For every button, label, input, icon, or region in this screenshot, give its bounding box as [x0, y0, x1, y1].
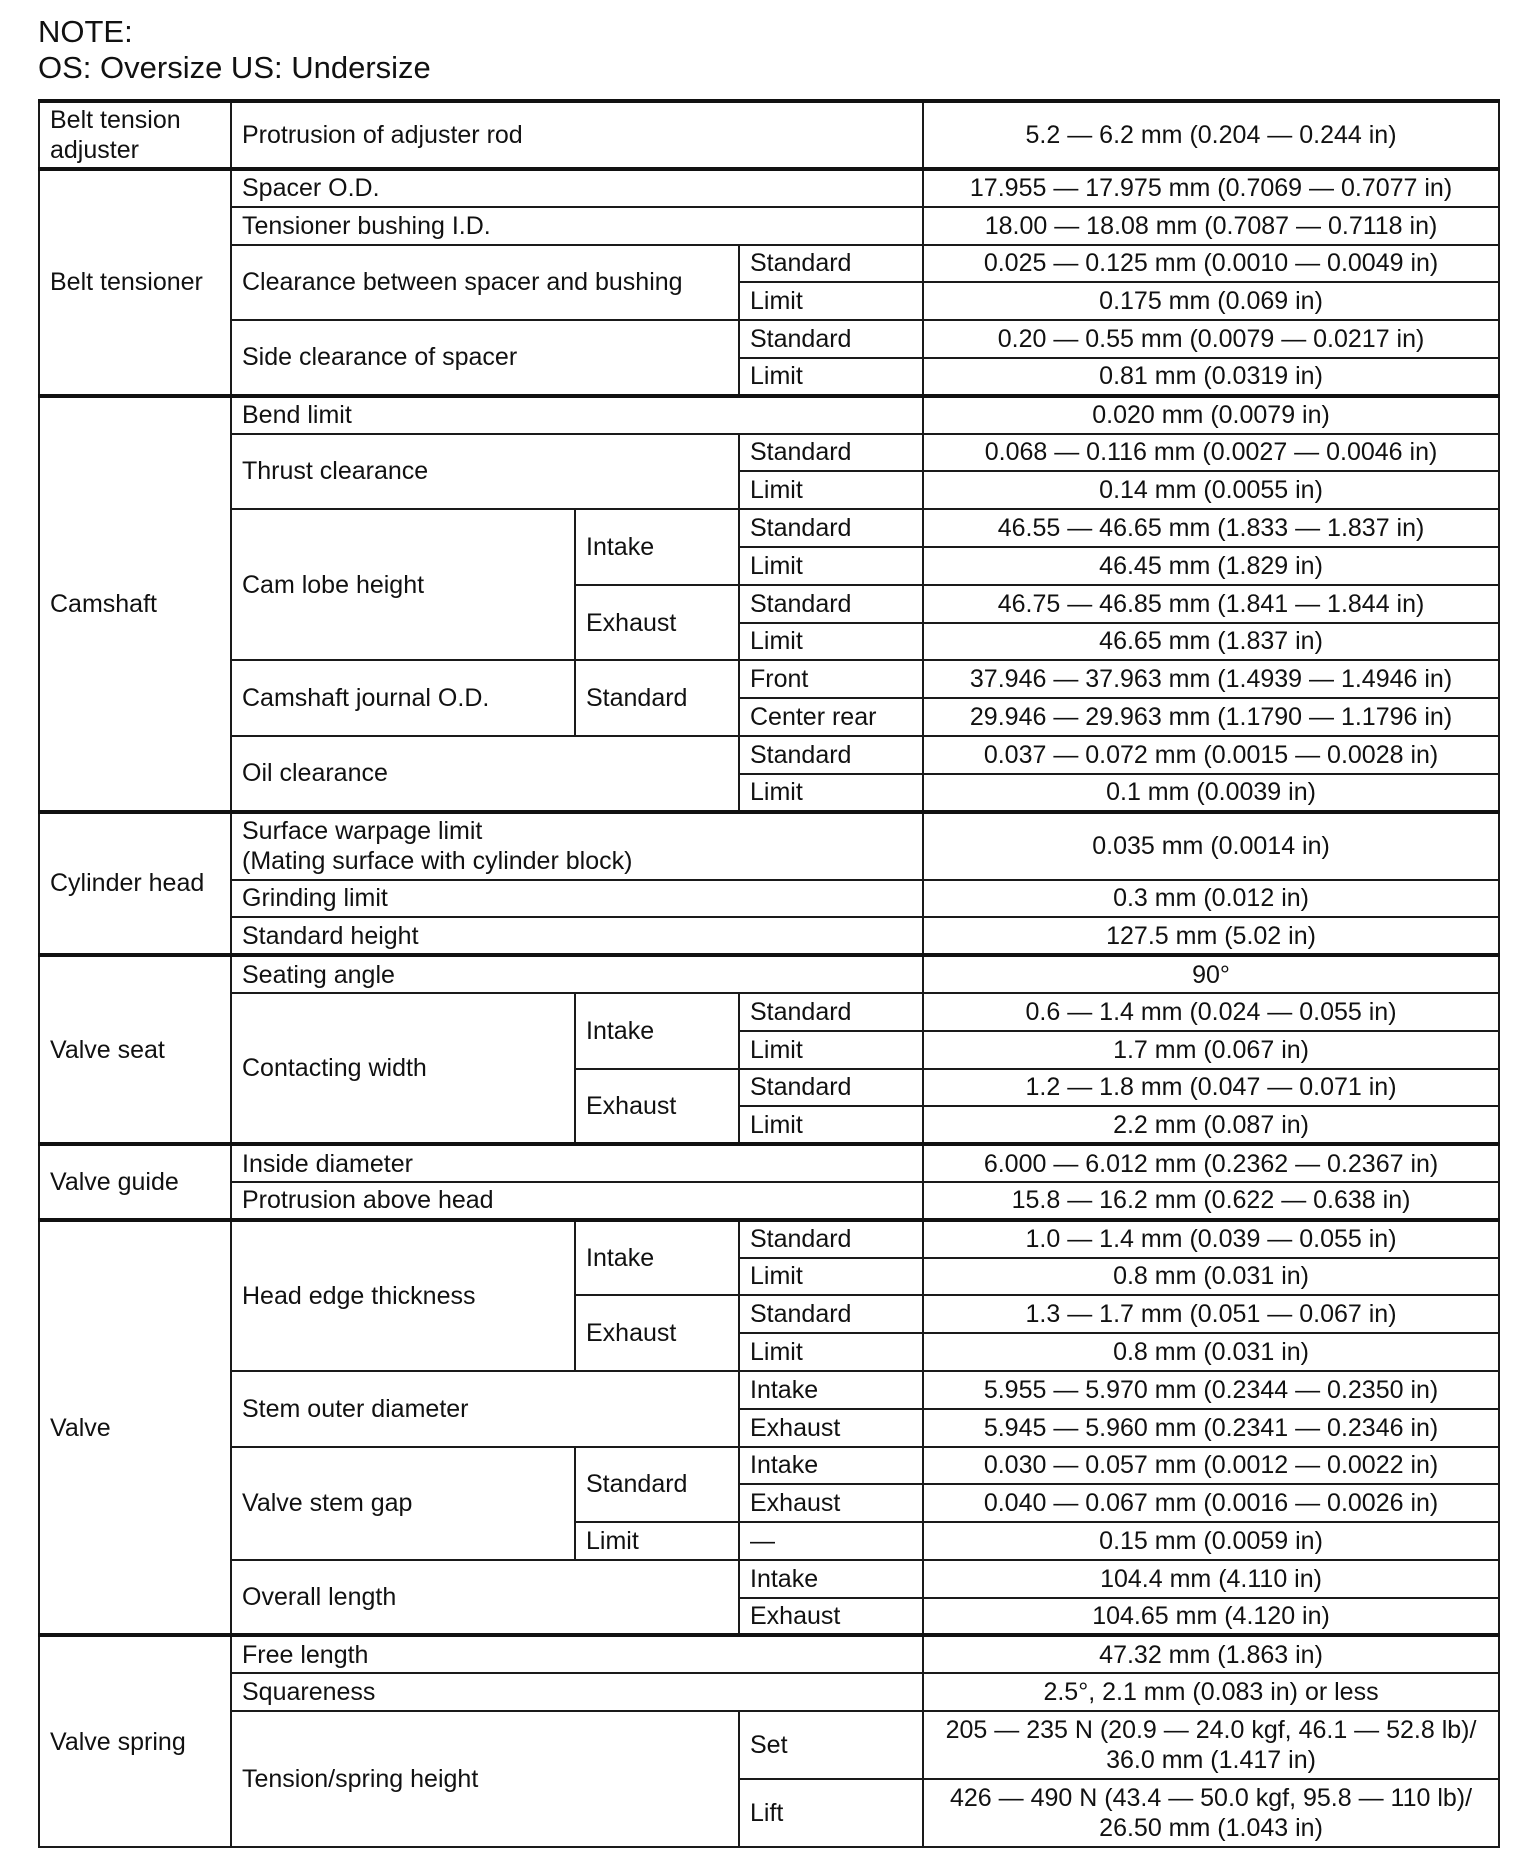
condition-cell: Center rear — [739, 698, 923, 736]
value-cell: 0.8 mm (0.031 in) — [923, 1333, 1499, 1371]
table-row — [39, 812, 1499, 880]
item-cell: Cam lobe height — [231, 509, 575, 660]
value-cell: 5.955 — 5.970 mm (0.2344 — 0.2350 in) — [923, 1371, 1499, 1409]
condition-cell: Lift — [739, 1779, 923, 1847]
table-row — [39, 880, 1499, 918]
value-cell: 5.945 — 5.960 mm (0.2341 — 0.2346 in) — [923, 1409, 1499, 1447]
table-row — [39, 245, 1499, 283]
item-cell: Oil clearance — [231, 736, 739, 812]
condition-cell: Limit — [739, 1258, 923, 1296]
value-text: 26.50 mm (1.043 in) — [1099, 1814, 1323, 1843]
category-cell: Valve guide — [39, 1144, 231, 1220]
sub-item-cell: Standard — [575, 660, 739, 736]
sub-item-cell: Exhaust — [575, 585, 739, 661]
item-text: Surface warpage limit — [242, 817, 483, 846]
item-cell: Protrusion of adjuster rod — [231, 101, 923, 169]
table-row — [39, 1560, 1499, 1598]
value-cell: 1.7 mm (0.067 in) — [923, 1031, 1499, 1069]
item-cell: Grinding limit — [231, 880, 923, 918]
condition-cell: Limit — [739, 623, 923, 661]
condition-cell: Standard — [739, 1295, 923, 1333]
value-cell: 90° — [923, 955, 1499, 993]
value-cell: 0.15 mm (0.0059 in) — [923, 1522, 1499, 1560]
sub-item-cell: Intake — [575, 509, 739, 585]
table-row — [39, 1371, 1499, 1409]
item-cell: Overall length — [231, 1560, 739, 1636]
condition-cell: — — [739, 1522, 923, 1560]
category-cell: Valve seat — [39, 955, 231, 1144]
condition-cell: Standard — [739, 1220, 923, 1258]
value-cell: 0.14 mm (0.0055 in) — [923, 471, 1499, 509]
category-cell: Valve spring — [39, 1635, 231, 1847]
condition-cell: Intake — [739, 1371, 923, 1409]
condition-cell: Front — [739, 660, 923, 698]
item-cell: Stem outer diameter — [231, 1371, 739, 1447]
item-cell: Camshaft journal O.D. — [231, 660, 575, 736]
category-cell: Valve — [39, 1220, 231, 1636]
table-row — [39, 993, 1499, 1031]
item-cell: Seating angle — [231, 955, 923, 993]
note-text: OS: Oversize US: Undersize — [38, 50, 431, 85]
item-cell: Inside diameter — [231, 1144, 923, 1182]
value-cell: 0.3 mm (0.012 in) — [923, 880, 1499, 918]
table-row — [39, 1711, 1499, 1779]
item-cell: Head edge thickness — [231, 1220, 575, 1371]
condition-cell: Limit — [739, 1106, 923, 1144]
item-cell: Contacting width — [231, 993, 575, 1144]
item-cell: Squareness — [231, 1673, 923, 1711]
sub-item-cell: Standard — [575, 1447, 739, 1523]
condition-cell: Standard — [739, 993, 923, 1031]
table-row — [39, 101, 1499, 169]
value-cell: 18.00 — 18.08 mm (0.7087 — 0.7118 in) — [923, 207, 1499, 245]
value-cell: 37.946 — 37.963 mm (1.4939 — 1.4946 in) — [923, 660, 1499, 698]
note-title: NOTE: — [38, 14, 133, 49]
table-row — [39, 1182, 1499, 1220]
item-cell: Valve stem gap — [231, 1447, 575, 1560]
sub-item-cell: Exhaust — [575, 1295, 739, 1371]
sub-item-cell: Intake — [575, 1220, 739, 1296]
value-cell: 1.2 — 1.8 mm (0.047 — 0.071 in) — [923, 1069, 1499, 1107]
table-row — [39, 396, 1499, 434]
value-cell: 46.65 mm (1.837 in) — [923, 623, 1499, 661]
table-row — [39, 1220, 1499, 1258]
item-cell: Tensioner bushing I.D. — [231, 207, 923, 245]
value-cell: 1.0 — 1.4 mm (0.039 — 0.055 in) — [923, 1220, 1499, 1258]
table-row — [39, 1144, 1499, 1182]
value-text: 426 — 490 N (43.4 — 50.0 kgf, 95.8 — 110 lb)/ — [950, 1784, 1473, 1813]
value-cell: 0.030 — 0.057 mm (0.0012 — 0.0022 in) — [923, 1447, 1499, 1485]
sub-item-cell: Intake — [575, 993, 739, 1069]
category-cell: Belt tension adjuster — [39, 101, 231, 169]
value-cell: 1.3 — 1.7 mm (0.051 — 0.067 in) — [923, 1295, 1499, 1333]
table-row — [39, 169, 1499, 207]
table-row — [39, 207, 1499, 245]
value-cell: 46.75 — 46.85 mm (1.841 — 1.844 in) — [923, 585, 1499, 623]
value-cell: 104.4 mm (4.110 in) — [923, 1560, 1499, 1598]
table-row — [39, 1635, 1499, 1673]
value-cell: 0.1 mm (0.0039 in) — [923, 774, 1499, 812]
note-block — [38, 14, 431, 86]
category-cell: Cylinder head — [39, 812, 231, 956]
value-cell: 0.20 — 0.55 mm (0.0079 — 0.0217 in) — [923, 320, 1499, 358]
table-row — [39, 1447, 1499, 1485]
value-cell: 2.5°, 2.1 mm (0.083 in) or less — [923, 1673, 1499, 1711]
table-row — [39, 320, 1499, 358]
item-cell: Tension/spring height — [231, 1711, 739, 1847]
value-text: 36.0 mm (1.417 in) — [1106, 1746, 1316, 1775]
table-row — [39, 660, 1499, 698]
condition-cell: Standard — [739, 585, 923, 623]
item-cell: Bend limit — [231, 396, 923, 434]
value-cell: 0.040 — 0.067 mm (0.0016 — 0.0026 in) — [923, 1484, 1499, 1522]
value-cell: 47.32 mm (1.863 in) — [923, 1635, 1499, 1673]
item-text: (Mating surface with cylinder block) — [242, 847, 633, 876]
condition-cell: Exhaust — [739, 1409, 923, 1447]
condition-cell: Limit — [739, 471, 923, 509]
value-cell: 46.55 — 46.65 mm (1.833 — 1.837 in) — [923, 509, 1499, 547]
value-cell: 6.000 — 6.012 mm (0.2362 — 0.2367 in) — [923, 1144, 1499, 1182]
value-cell — [923, 1779, 1499, 1847]
value-cell: 0.068 — 0.116 mm (0.0027 — 0.0046 in) — [923, 434, 1499, 472]
condition-cell: Intake — [739, 1447, 923, 1485]
condition-cell: Standard — [739, 320, 923, 358]
category-cell: Camshaft — [39, 396, 231, 812]
item-cell: Protrusion above head — [231, 1182, 923, 1220]
table-row — [39, 917, 1499, 955]
condition-cell: Exhaust — [739, 1598, 923, 1636]
item-cell: Side clearance of spacer — [231, 320, 739, 396]
spec-table — [38, 99, 1500, 1848]
table-row — [39, 1673, 1499, 1711]
table-row — [39, 434, 1499, 472]
item-cell: Thrust clearance — [231, 434, 739, 510]
value-cell: 0.8 mm (0.031 in) — [923, 1258, 1499, 1296]
value-cell: 5.2 — 6.2 mm (0.204 — 0.244 in) — [923, 101, 1499, 169]
condition-cell: Set — [739, 1711, 923, 1779]
value-cell: 0.81 mm (0.0319 in) — [923, 358, 1499, 396]
condition-cell: Limit — [739, 1031, 923, 1069]
table-row — [39, 509, 1499, 547]
table-row — [39, 736, 1499, 774]
condition-cell: Standard — [739, 245, 923, 283]
condition-cell: Limit — [739, 547, 923, 585]
sub-item-cell: Exhaust — [575, 1069, 739, 1145]
condition-cell: Standard — [739, 434, 923, 472]
condition-cell: Limit — [739, 1333, 923, 1371]
condition-cell: Standard — [739, 736, 923, 774]
item-cell: Standard height — [231, 917, 923, 955]
value-cell — [923, 1711, 1499, 1779]
item-cell: Spacer O.D. — [231, 169, 923, 207]
item-cell: Clearance between spacer and bushing — [231, 245, 739, 321]
condition-cell: Standard — [739, 1069, 923, 1107]
condition-cell: Limit — [739, 358, 923, 396]
condition-cell: Limit — [739, 774, 923, 812]
category-cell: Belt tensioner — [39, 169, 231, 396]
condition-cell: Exhaust — [739, 1484, 923, 1522]
value-cell: 2.2 mm (0.087 in) — [923, 1106, 1499, 1144]
value-cell: 0.035 mm (0.0014 in) — [923, 812, 1499, 880]
value-cell: 29.946 — 29.963 mm (1.1790 — 1.1796 in) — [923, 698, 1499, 736]
value-cell: 0.020 mm (0.0079 in) — [923, 396, 1499, 434]
value-cell: 0.037 — 0.072 mm (0.0015 — 0.0028 in) — [923, 736, 1499, 774]
value-cell: 127.5 mm (5.02 in) — [923, 917, 1499, 955]
value-text: 205 — 235 N (20.9 — 24.0 kgf, 46.1 — 52.8 lb)/ — [945, 1716, 1477, 1745]
condition-cell: Intake — [739, 1560, 923, 1598]
value-cell: 46.45 mm (1.829 in) — [923, 547, 1499, 585]
value-cell: 15.8 — 16.2 mm (0.622 — 0.638 in) — [923, 1182, 1499, 1220]
value-cell: 0.025 — 0.125 mm (0.0010 — 0.0049 in) — [923, 245, 1499, 283]
item-cell: Free length — [231, 1635, 923, 1673]
value-cell: 0.175 mm (0.069 in) — [923, 282, 1499, 320]
value-cell: 17.955 — 17.975 mm (0.7069 — 0.7077 in) — [923, 169, 1499, 207]
value-cell: 0.6 — 1.4 mm (0.024 — 0.055 in) — [923, 993, 1499, 1031]
sub-item-cell: Limit — [575, 1522, 739, 1560]
table-row — [39, 955, 1499, 993]
value-cell: 104.65 mm (4.120 in) — [923, 1598, 1499, 1636]
condition-cell: Limit — [739, 282, 923, 320]
condition-cell: Standard — [739, 509, 923, 547]
item-cell — [231, 812, 923, 880]
